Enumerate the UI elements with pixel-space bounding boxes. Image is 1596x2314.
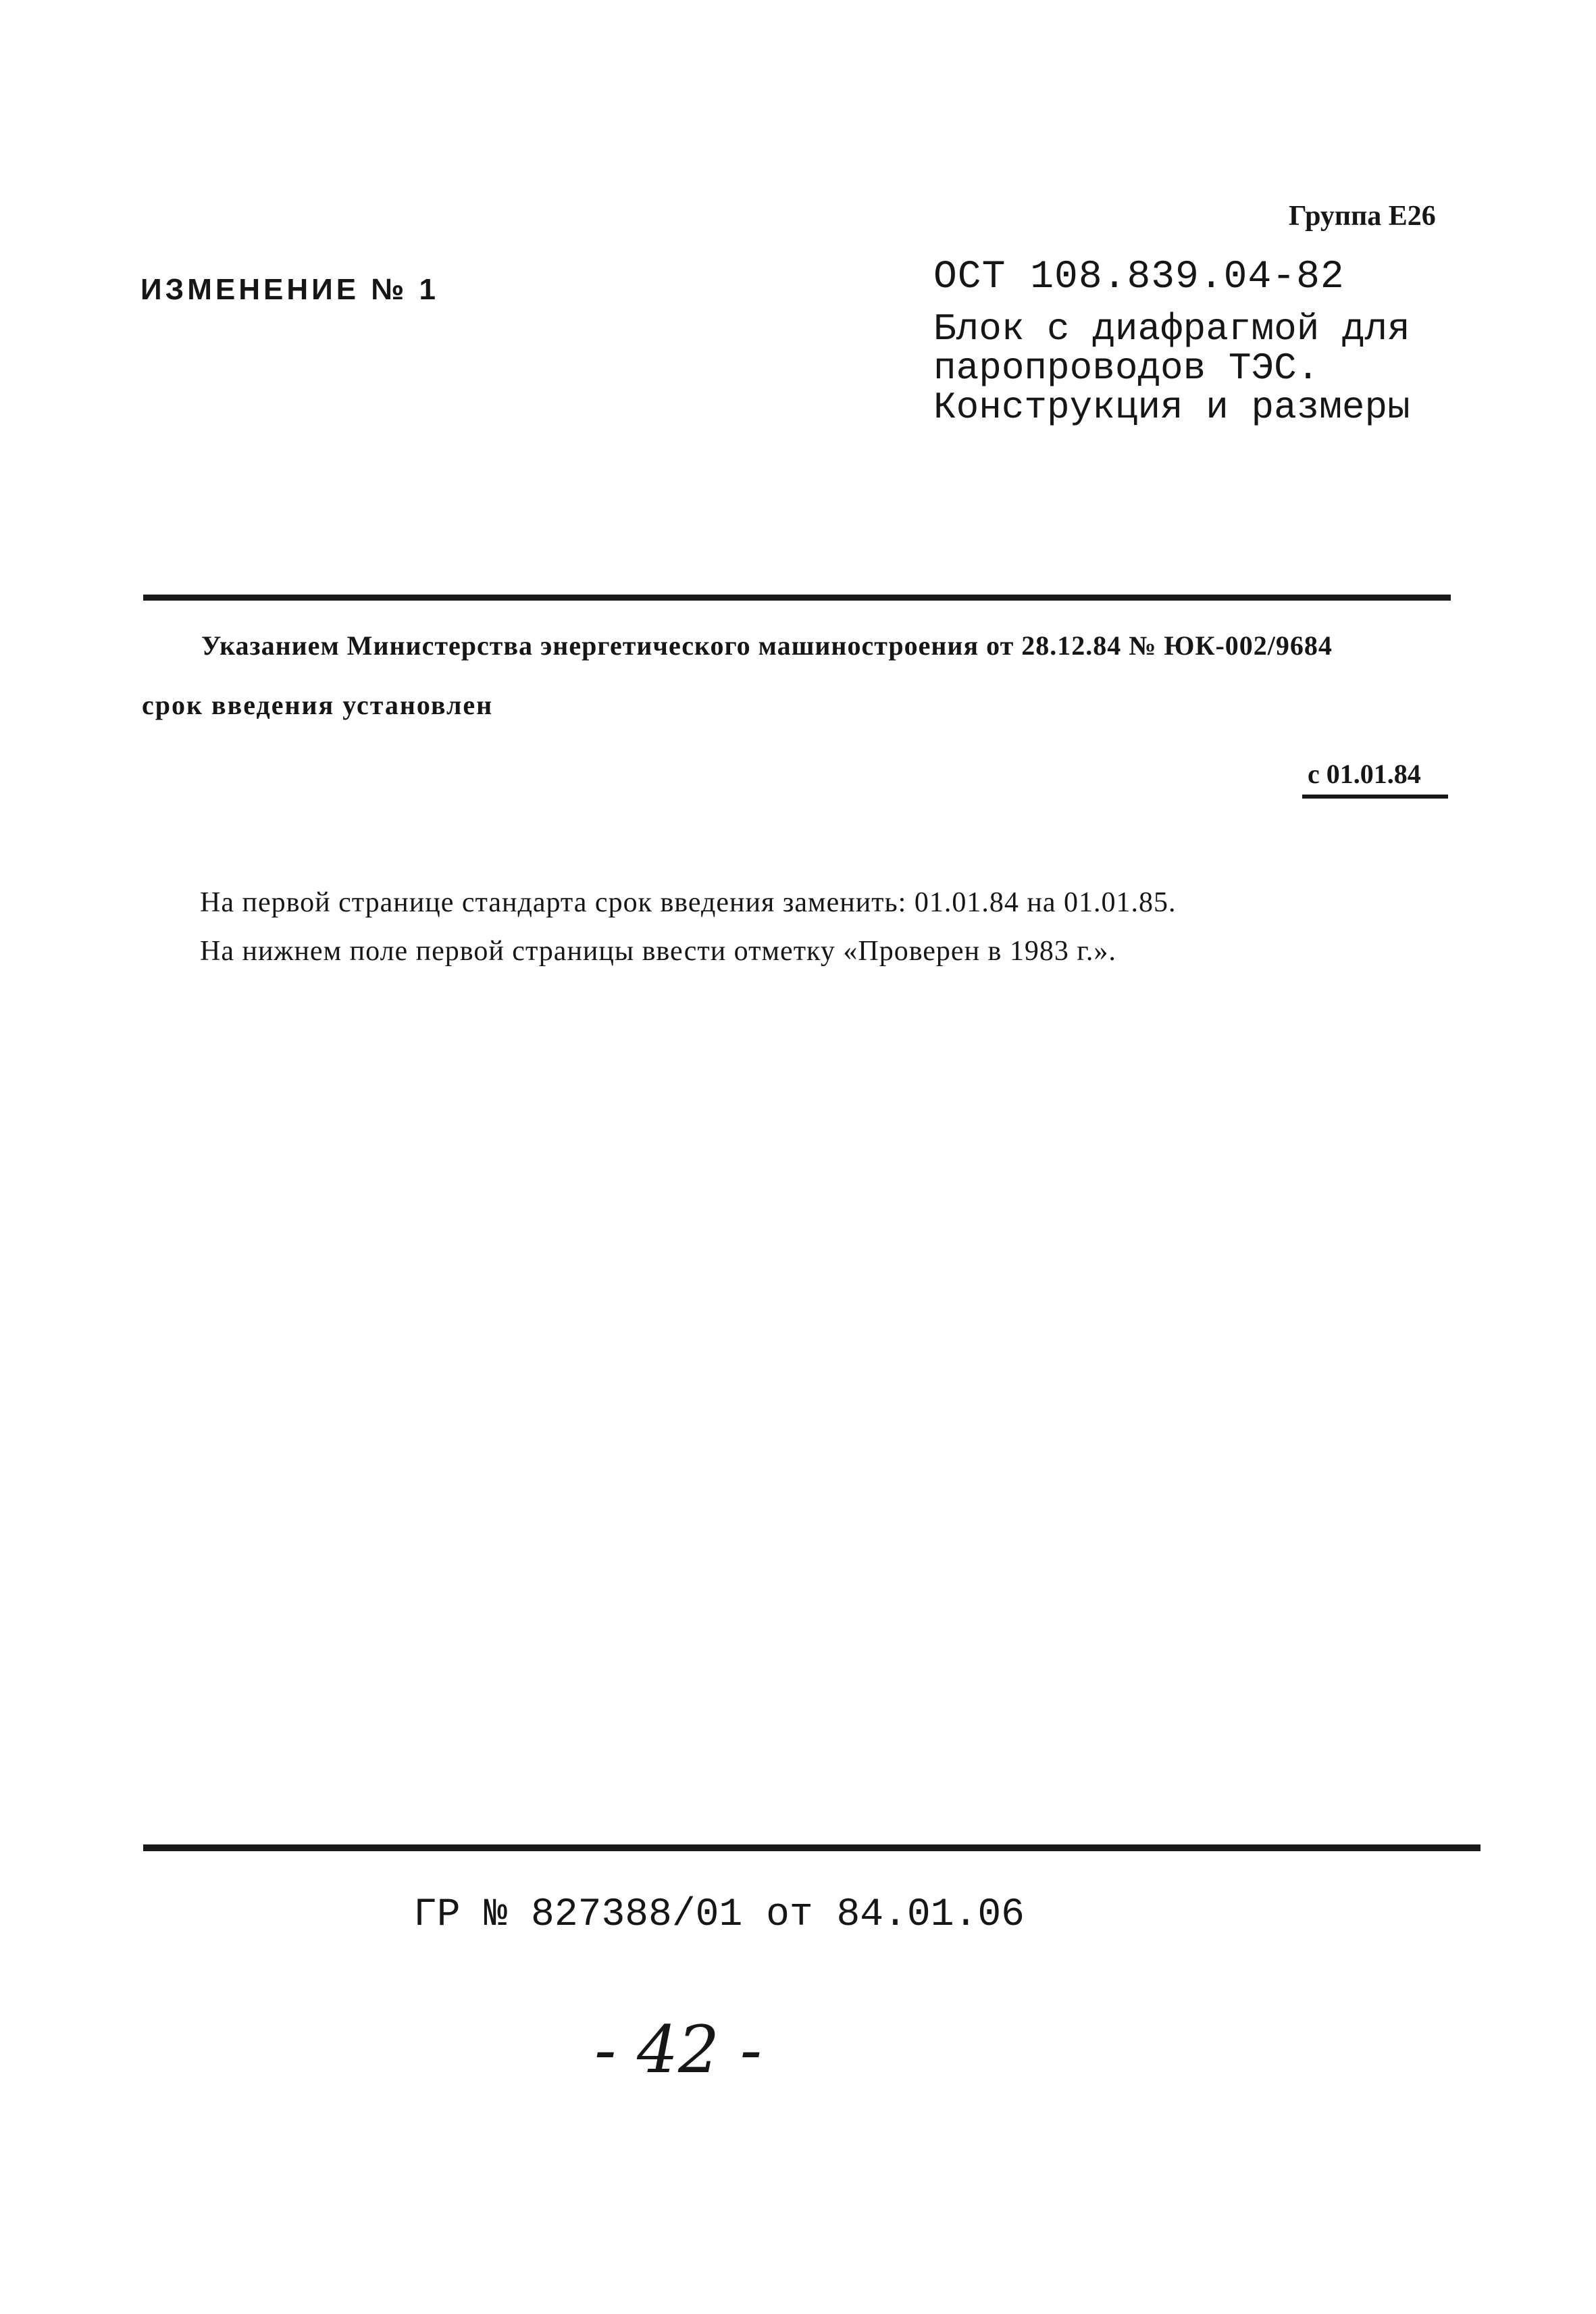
effective-date-underline xyxy=(1302,795,1448,799)
standard-title-line: паропроводов ТЭС. xyxy=(933,347,1320,390)
directive-text: Указанием Министерства энергетического машиностроения от 28.12.84 № ЮК-002/9684 xyxy=(201,630,1333,661)
top-divider xyxy=(143,595,1451,601)
standard-number: ОСТ 108.839.04-82 xyxy=(933,255,1345,299)
directive-continuation: срок введения установлен xyxy=(142,690,494,720)
bottom-divider xyxy=(143,1844,1481,1851)
standard-title xyxy=(933,309,1541,427)
standard-title-line: Конструкция и размеры xyxy=(933,386,1410,429)
change-instruction-1: На первой странице стандарта срок введения заменить: 01.01.84 на 01.01.85. xyxy=(200,887,1177,918)
standard-title-line: Блок с диафрагмой для xyxy=(933,307,1410,351)
registration-number: ГР № 827388/01 от 84.01.06 xyxy=(413,1893,1025,1937)
change-instruction-2: На нижнем поле первой страницы ввести отметку «Проверен в 1983 г.». xyxy=(200,936,1116,967)
effective-date: с 01.01.84 xyxy=(1308,759,1421,789)
change-title: ИЗМЕНЕНИЕ № 1 xyxy=(140,273,440,306)
group-label: Группа Е26 xyxy=(1289,201,1436,232)
page-number: - 42 - xyxy=(594,2012,763,2088)
